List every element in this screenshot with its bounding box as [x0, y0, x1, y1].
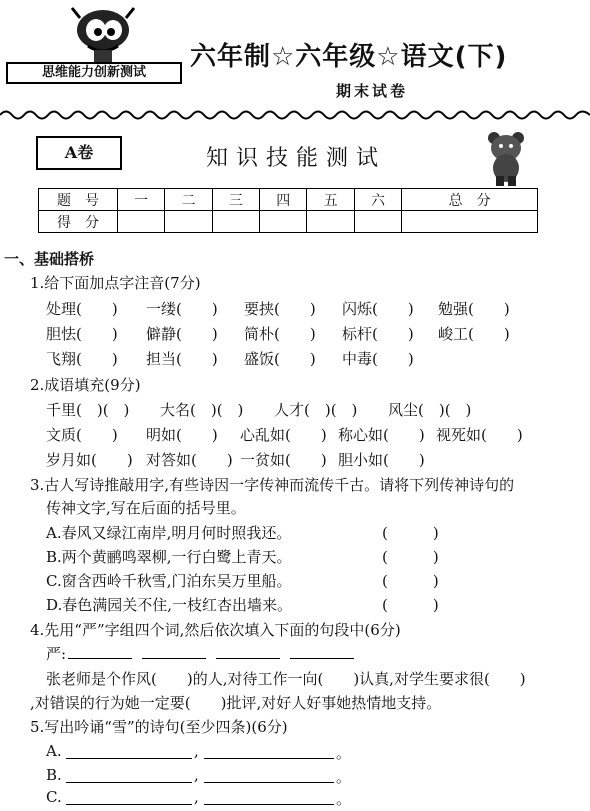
page-title: 六年制☆六年级☆语文(下) — [190, 42, 508, 72]
score-header-cell: 总 分 — [402, 189, 538, 211]
brand-label: 思维能力创新测试 — [6, 62, 182, 84]
q2-item[interactable]: 大名( )( ) — [160, 401, 244, 419]
q2-item[interactable]: 心乱如( ) — [240, 426, 327, 444]
q4-blank[interactable] — [216, 658, 280, 659]
q5-answer-line[interactable] — [66, 758, 192, 759]
q3-answer[interactable]: ( ) — [382, 548, 439, 566]
q2-item[interactable]: 风尘( )( ) — [388, 401, 472, 419]
q4-blank[interactable] — [68, 658, 132, 659]
score-cell[interactable] — [212, 211, 259, 233]
page-subtitle: 期末试卷 — [336, 82, 409, 100]
score-row-label: 得 分 — [39, 211, 118, 233]
score-header-cell: 五 — [307, 189, 354, 211]
score-cell[interactable] — [354, 211, 401, 233]
q1-item[interactable]: 一缕( ) — [146, 300, 218, 318]
q4-passage-line-1: 张老师是个作风( )的人,对待工作一向( )认真,对学生要求很( ) — [46, 670, 526, 688]
question-3-prompt-cont: 传神文字,写在后面的括号里。 — [46, 499, 246, 517]
score-cell[interactable] — [260, 211, 307, 233]
q2-item[interactable]: 称心如( ) — [338, 426, 425, 444]
score-cell[interactable] — [165, 211, 212, 233]
bear-illustration — [484, 130, 528, 188]
q1-item[interactable]: 胆怯( ) — [46, 325, 118, 343]
score-header-cell: 一 — [118, 189, 165, 211]
score-cell[interactable] — [402, 211, 538, 233]
q1-item[interactable]: 勉强( ) — [438, 300, 510, 318]
q1-item[interactable]: 闪烁( ) — [342, 300, 414, 318]
score-cell[interactable] — [307, 211, 354, 233]
q2-item[interactable]: 文质( ) — [46, 426, 118, 444]
q1-item[interactable]: 处理( ) — [46, 300, 118, 318]
q5-label: A. — [46, 742, 62, 760]
q5-period: 。 — [336, 744, 352, 762]
score-table — [38, 188, 538, 233]
q5-answer-line[interactable] — [66, 782, 192, 783]
q5-label: B. — [46, 766, 62, 784]
q2-item[interactable]: 明如( ) — [146, 426, 218, 444]
q5-comma: , — [194, 742, 199, 760]
score-header-row — [39, 189, 538, 211]
q4-blank[interactable] — [142, 658, 206, 659]
score-value-row — [39, 211, 538, 233]
q3-answer[interactable]: ( ) — [382, 572, 439, 590]
question-2-prompt: 2.成语填充(9分) — [30, 376, 141, 394]
section-title: 知识技能测试 — [206, 146, 387, 171]
q5-period: 。 — [336, 790, 352, 808]
q3-answer[interactable]: ( ) — [382, 524, 439, 542]
q1-item[interactable]: 标杆( ) — [342, 325, 414, 343]
q5-comma: , — [194, 788, 199, 806]
q3-answer[interactable]: ( ) — [382, 596, 439, 614]
q2-item[interactable]: 视死如( ) — [436, 426, 523, 444]
mascot-illustration — [58, 6, 148, 66]
q5-answer-line[interactable] — [204, 758, 334, 759]
q4-yan-label: 严: — [46, 645, 67, 663]
q1-item[interactable]: 峻工( ) — [438, 325, 510, 343]
q3-item: D.春色满园关不住,一枝红杏出墙来。 — [46, 596, 293, 614]
part-heading: 一、基础搭桥 — [4, 250, 95, 268]
score-header-cell: 六 — [354, 189, 401, 211]
question-5-prompt: 5.写出吟诵“雪”的诗句(至少四条)(6分) — [30, 718, 288, 736]
q5-period: 。 — [336, 768, 352, 786]
scallop-divider — [0, 108, 590, 122]
section-badge: A卷 — [36, 136, 122, 170]
q4-passage-line-2: ,对错误的行为她一定要( )批评,对好人好事她热情地支持。 — [30, 694, 442, 712]
q1-item[interactable]: 简朴( ) — [244, 325, 316, 343]
q1-item[interactable]: 要挟( ) — [244, 300, 316, 318]
q3-item: B.两个黄鹂鸣翠柳,一行白鹭上青天。 — [46, 548, 292, 566]
q5-comma: , — [194, 766, 199, 784]
q2-item[interactable]: 人才( )( ) — [274, 401, 358, 419]
q5-label: C. — [46, 788, 62, 806]
question-3-prompt: 3.古人写诗推敲用字,有些诗因一字传神而流传千古。请将下列传神诗句的 — [30, 476, 515, 494]
q5-answer-line[interactable] — [204, 804, 334, 805]
q3-item: C.窗含西岭千秋雪,门泊东吴万里船。 — [46, 572, 292, 590]
q1-item[interactable]: 飞翔( ) — [46, 350, 118, 368]
q2-item[interactable]: 岁月如( ) — [46, 451, 133, 469]
question-4-prompt: 4.先用“严”字组四个词,然后依次填入下面的句段中(6分) — [30, 621, 401, 639]
score-cell[interactable] — [118, 211, 165, 233]
q2-item[interactable]: 千里( )( ) — [46, 401, 130, 419]
score-header-cell: 二 — [165, 189, 212, 211]
q1-item[interactable]: 僻静( ) — [146, 325, 218, 343]
q3-item: A.春风又绿江南岸,明月何时照我还。 — [46, 524, 292, 542]
question-1-prompt: 1.给下面加点字注音(7分) — [30, 274, 201, 292]
q5-answer-line[interactable] — [204, 782, 334, 783]
score-header-cell: 四 — [260, 189, 307, 211]
q4-blank[interactable] — [290, 658, 354, 659]
score-header-cell: 三 — [212, 189, 259, 211]
q2-item[interactable]: 胆小如( ) — [338, 451, 425, 469]
q2-item[interactable]: 一贫如( ) — [240, 451, 327, 469]
q1-item[interactable]: 担当( ) — [146, 350, 218, 368]
q1-item[interactable]: 盛饭( ) — [244, 350, 316, 368]
score-header-cell: 题 号 — [39, 189, 118, 211]
q2-item[interactable]: 对答如( ) — [146, 451, 233, 469]
q5-answer-line[interactable] — [66, 804, 192, 805]
q1-item[interactable]: 中毒( ) — [342, 350, 414, 368]
